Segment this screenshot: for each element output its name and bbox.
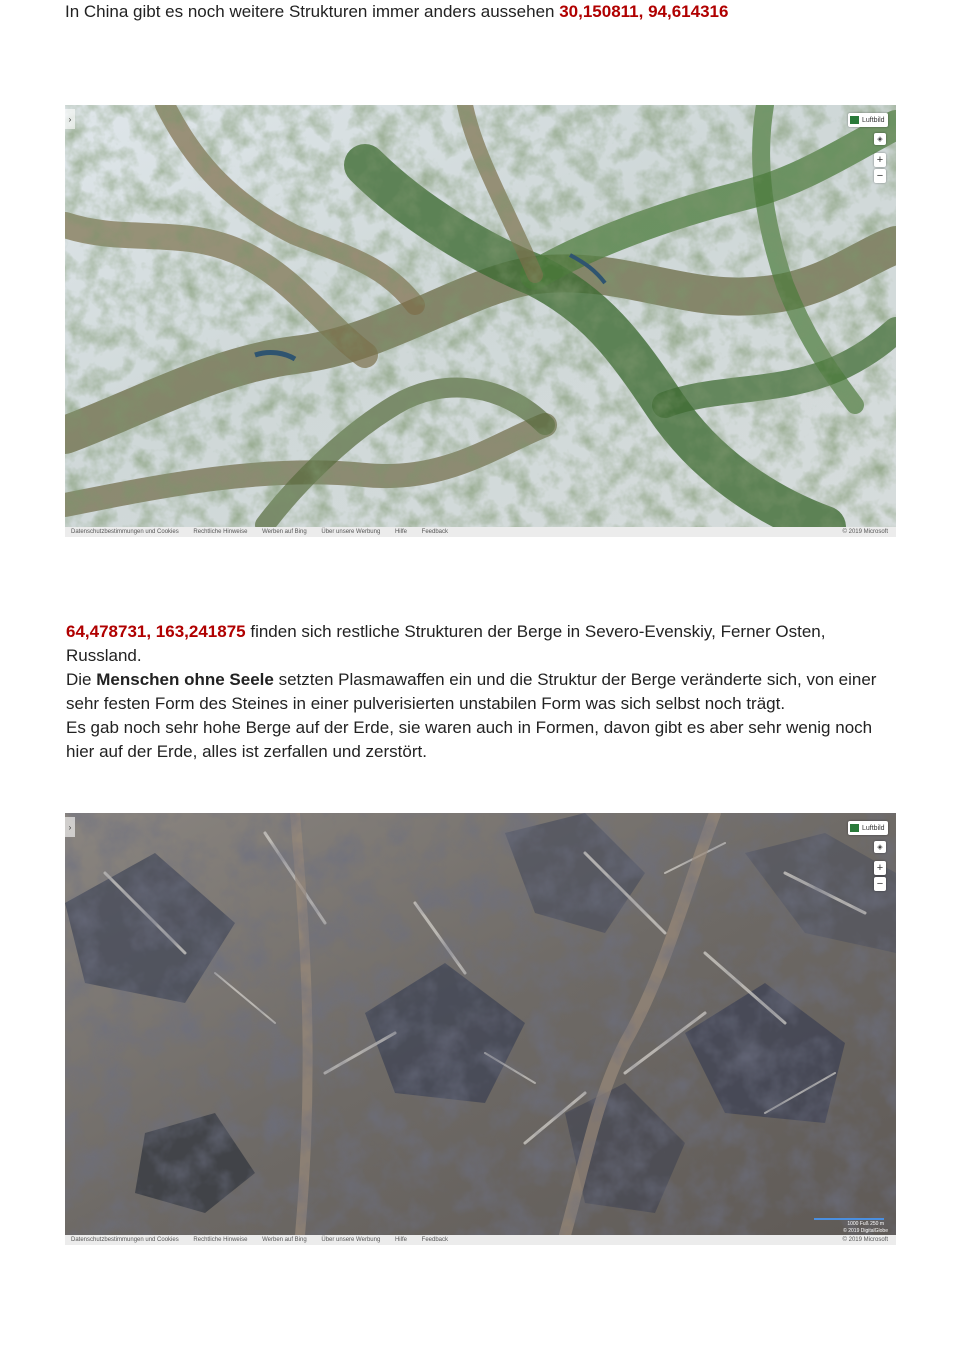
footer-link-feedback[interactable]: Feedback [421, 529, 449, 535]
satellite-image-mountains-rock [65, 813, 896, 1235]
paragraph-3: Es gab noch sehr hohe Berge auf der Erde, sie waren auch in Formen, davon gibt es aber sehr wenig noch hier auf der Erde, alles ist zerfallen und zerstört. [66, 718, 873, 761]
footer-link-about-ads[interactable]: Über unsere Werbung [321, 529, 381, 535]
imagery-attribution: © 2019 DigitalGlobe [843, 1228, 888, 1234]
aerial-view-icon [850, 824, 859, 832]
footer-link-legal[interactable]: Rechtliche Hinweise [193, 529, 248, 535]
satellite-map-china[interactable] [65, 105, 896, 537]
scale-bar [814, 1218, 884, 1220]
footer-link-advertise[interactable]: Werben auf Bing [262, 529, 307, 535]
satellite-map-russia[interactable] [65, 813, 896, 1245]
paragraph-2-highlight: Menschen ohne Seele [96, 670, 274, 689]
paragraph-1 [66, 620, 886, 668]
intro-coordinates: 30,150811, 94,614316 [559, 2, 729, 21]
zoom-out-button[interactable]: − [874, 877, 886, 891]
footer-link-privacy[interactable]: Datenschutzbestimmungen und Cookies [71, 529, 179, 535]
scale-label: 1000 Fuß 250 m [847, 1221, 884, 1227]
body-text [66, 620, 886, 764]
paragraph-2 [66, 668, 886, 716]
zoom-in-button[interactable]: + [874, 861, 886, 875]
footer-link-help[interactable]: Hilfe [394, 529, 407, 535]
footer-link-help[interactable]: Hilfe [394, 1237, 407, 1243]
expand-panel-button[interactable]: › [65, 817, 75, 837]
zoom-out-button[interactable]: − [874, 169, 886, 183]
locate-me-button[interactable] [874, 133, 886, 145]
paragraph-2-text: setzten Plasmawaffen ein und die Struktur der Berge veränderte sich, von einer sehr festen Form des Steines in einer pulverisierten unstabilen Form was sich selbst noch trägt. [66, 670, 877, 713]
map-mode-button[interactable] [848, 113, 888, 127]
map-mode-button[interactable] [848, 821, 888, 835]
footer-copyright: © 2019 Microsoft [842, 529, 888, 535]
map-footer [65, 527, 896, 537]
intro-text: In China gibt es noch weitere Strukturen immer anders aussehen [65, 2, 560, 21]
footer-link-privacy[interactable]: Datenschutzbestimmungen und Cookies [71, 1237, 179, 1243]
body-coordinates: 64,478731, 163,241875 [66, 622, 246, 641]
satellite-image-mountains-snow [65, 105, 896, 527]
footer-link-legal[interactable]: Rechtliche Hinweise [193, 1237, 248, 1243]
footer-link-feedback[interactable]: Feedback [421, 1237, 449, 1243]
footer-link-advertise[interactable]: Werben auf Bing [262, 1237, 307, 1243]
aerial-view-icon [850, 116, 859, 124]
expand-panel-button[interactable]: › [65, 109, 75, 129]
paragraph-1-text: finden sich restliche Strukturen der Berge in Severo-Evenskiy, Ferner Osten, Russland. [66, 622, 826, 665]
map-scale [814, 1218, 884, 1227]
zoom-in-button[interactable]: + [874, 153, 886, 167]
map-footer [65, 1235, 896, 1245]
footer-copyright: © 2019 Microsoft [842, 1237, 888, 1243]
footer-link-about-ads[interactable]: Über unsere Werbung [321, 1237, 381, 1243]
locate-me-button[interactable] [874, 841, 886, 853]
map-mode-label: Luftbild [862, 824, 885, 832]
locate-icon: ◈ [877, 844, 883, 851]
locate-icon: ◈ [877, 136, 883, 143]
intro-paragraph [65, 0, 728, 24]
paragraph-2-prefix: Die [66, 670, 97, 689]
map-mode-label: Luftbild [862, 116, 885, 124]
